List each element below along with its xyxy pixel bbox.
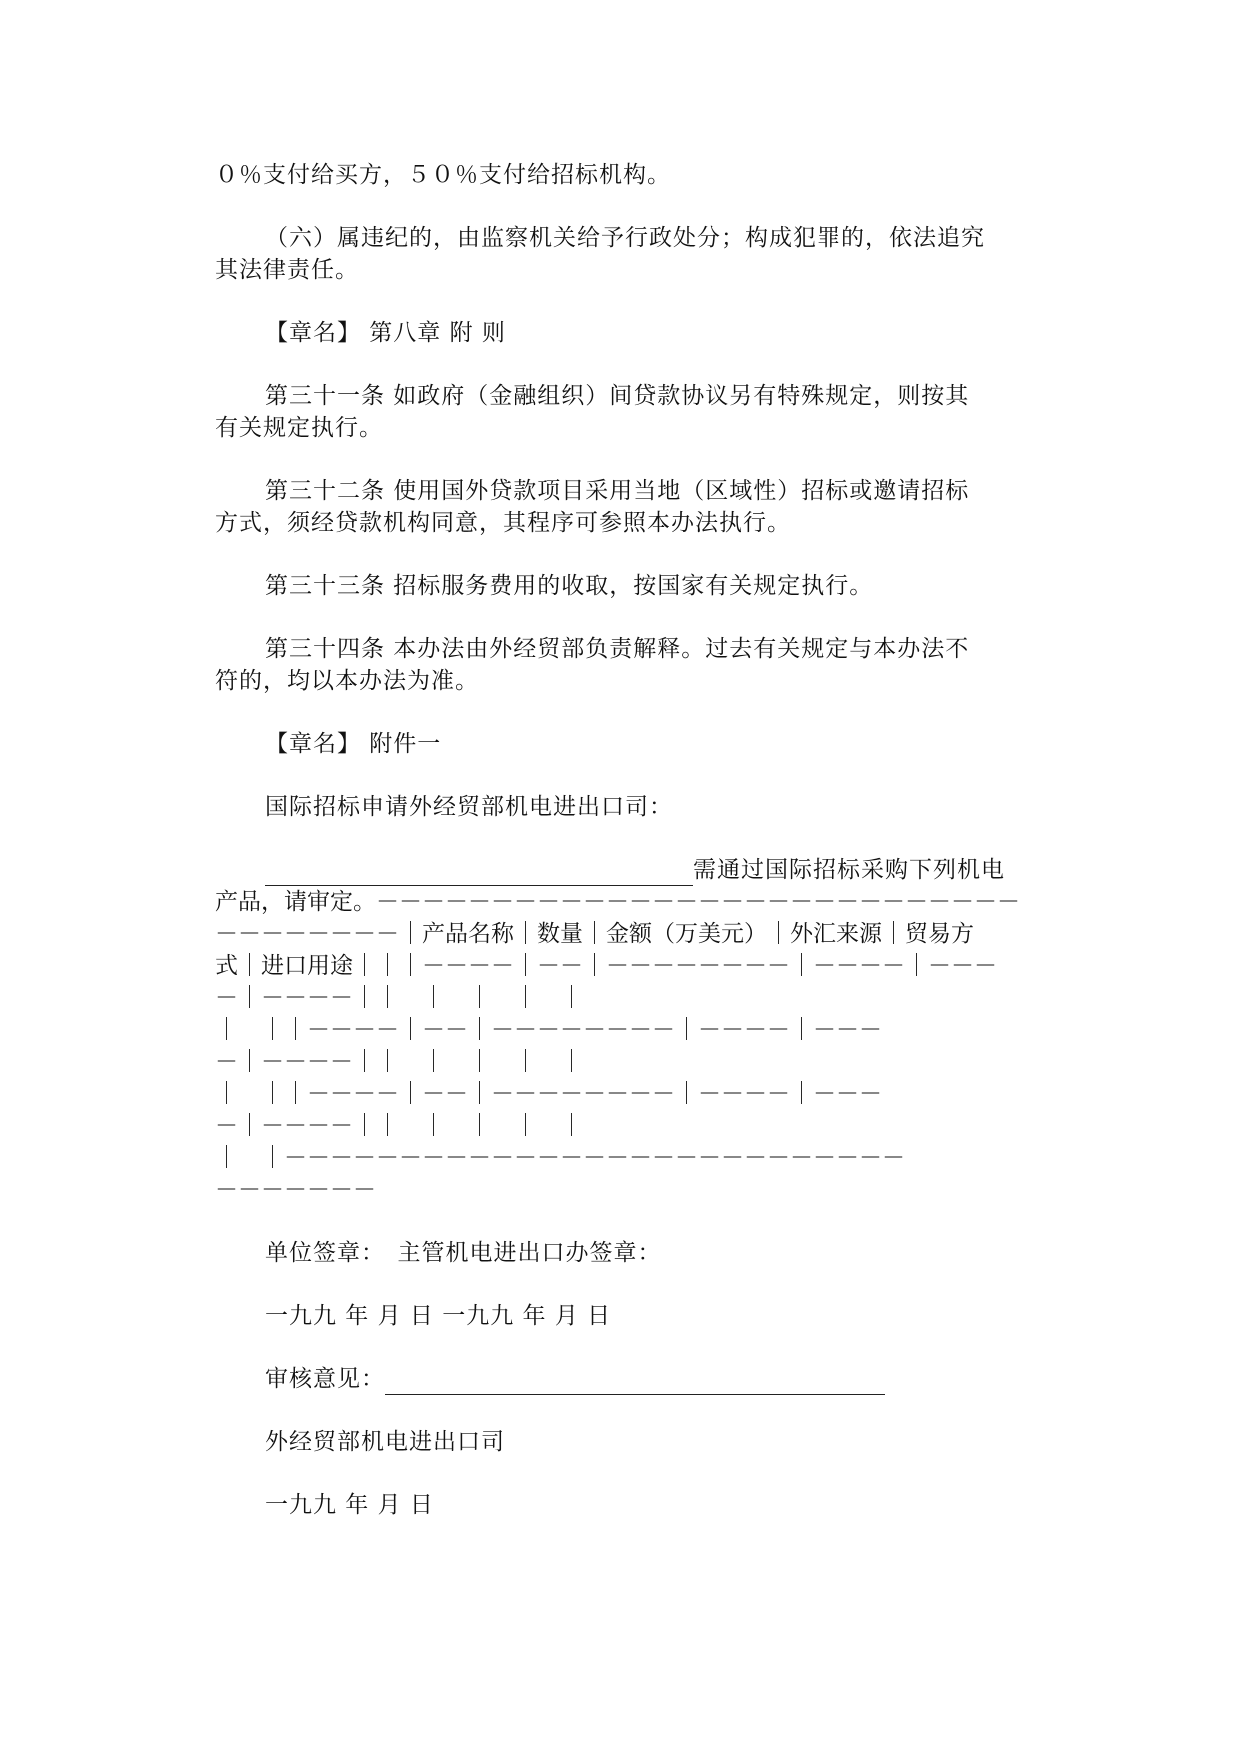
article-34-line2: 符的，均以本办法为准。 <box>215 668 479 694</box>
signature-dates: 一九九 年 月 日 一九九 年 月 日 <box>265 1303 612 1329</box>
product-table-line8: ｜ ｜－－－－－－－－－－－－－－－－－－－－－－－－－－－ <box>215 1145 905 1171</box>
review-opinion-blank <box>385 1370 885 1395</box>
application-addressee: 国际招标申请外经贸部机电进出口司： <box>265 794 673 820</box>
article-31-line2: 有关规定执行。 <box>215 415 383 441</box>
request-text-line1: 需通过国际招标采购下列机电 <box>693 857 1005 883</box>
article-33: 第三十三条 招标服务费用的收取，按国家有关规定执行。 <box>265 573 874 599</box>
product-table-line4: ｜ ｜｜－－－－｜－－｜－－－－－－－－｜－－－－｜－－－ <box>215 1017 882 1043</box>
article-32-line1: 第三十二条 使用国外贷款项目采用当地（区域性）招标或邀请招标 <box>265 478 970 504</box>
product-table-line2: 式｜进口用途｜｜｜－－－－｜－－｜－－－－－－－－｜－－－－｜－－－ <box>215 953 997 979</box>
chapter-heading-appendix-rules: 【章名】 第八章 附 则 <box>265 320 506 346</box>
product-table-line3: －｜－－－－｜｜ ｜ ｜ ｜ ｜ <box>215 985 583 1011</box>
signature-stamps: 单位签章： 主管机电进出口办签章： <box>265 1240 662 1266</box>
review-opinion-label: 审核意见： <box>265 1366 385 1392</box>
para-disciplinary-line2: 其法律责任。 <box>215 257 359 283</box>
attachment-heading: 【章名】 附件一 <box>265 731 442 757</box>
request-text-line2: 产品，请审定。－－－－－－－－－－－－－－－－－－－－－－－－－－－－ <box>215 889 1020 915</box>
product-table-line5: －｜－－－－｜｜ ｜ ｜ ｜ ｜ <box>215 1049 583 1075</box>
applicant-name-blank <box>265 861 693 886</box>
para-disciplinary-line1: （六）属违纪的，由监察机关给予行政处分；构成犯罪的，依法追究 <box>265 225 985 251</box>
applicant-line <box>265 854 1065 886</box>
review-opinion-line <box>265 1363 1065 1395</box>
product-table-line7: －｜－－－－｜｜ ｜ ｜ ｜ ｜ <box>215 1113 583 1139</box>
product-table-line6: ｜ ｜｜－－－－｜－－｜－－－－－－－－｜－－－－｜－－－ <box>215 1081 882 1107</box>
product-table-line9: －－－－－－－ <box>215 1177 376 1203</box>
para-payment-split: ０％支付给买方，５０％支付给招标机构。 <box>215 162 671 188</box>
department-name: 外经贸部机电进出口司 <box>265 1429 505 1455</box>
product-table-line1: －－－－－－－－｜产品名称｜数量｜金额（万美元）｜外汇来源｜贸易方 <box>215 921 974 947</box>
article-32-line2: 方式，须经贷款机构同意，其程序可参照本办法执行。 <box>215 510 791 536</box>
article-31-line1: 第三十一条 如政府（金融组织）间贷款协议另有特殊规定，则按其 <box>265 383 970 409</box>
final-date: 一九九 年 月 日 <box>265 1492 434 1518</box>
article-34-line1: 第三十四条 本办法由外经贸部负责解释。过去有关规定与本办法不 <box>265 636 970 662</box>
